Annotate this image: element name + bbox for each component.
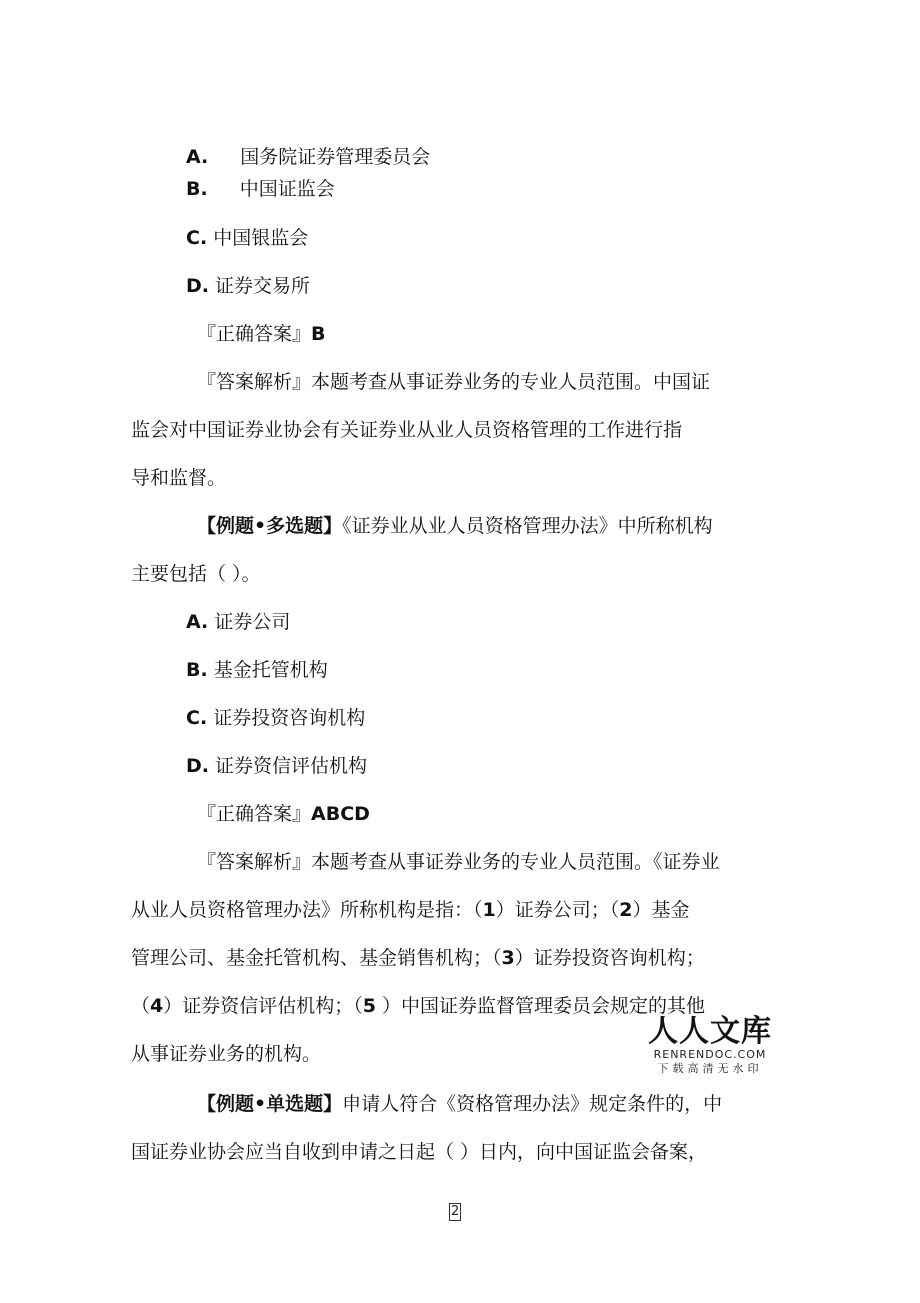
- q1-option-c: [186, 225, 308, 251]
- q1-option-a: [186, 144, 430, 170]
- analysis-text: ）中国证券监督管理委员会规定的其他: [376, 995, 706, 1017]
- analysis-text: 管理公司、基金托管机构、基金销售机构；（: [131, 947, 502, 969]
- option-label: B.: [186, 178, 208, 200]
- option-label: D.: [186, 755, 209, 777]
- q2-stem-line2: 主要包括（ ）。: [131, 563, 261, 585]
- q1-analysis-line3: 导和监督。: [131, 467, 227, 489]
- q1-analysis-line2: 监会对中国证券业协会有关证券业从业人员资格管理的工作进行指: [131, 419, 683, 441]
- option-text: 基金托管机构: [213, 659, 328, 681]
- q2-analysis-line2: [131, 897, 690, 923]
- watermark-subtitle: 下载高清无水印: [657, 1062, 763, 1075]
- analysis-text: ）基金: [632, 899, 690, 921]
- option-label: C.: [186, 227, 208, 249]
- q2-option-a: [186, 609, 290, 635]
- analysis-text: （: [131, 995, 151, 1017]
- option-text: 国务院证券管理委员会: [240, 146, 431, 168]
- analysis-text: ）证券公司；（: [495, 899, 620, 921]
- q1-option-d: [186, 273, 310, 299]
- q1-option-b: [186, 176, 335, 202]
- q2-option-b: [186, 657, 328, 683]
- option-label: B.: [186, 659, 208, 681]
- question-tag: 【例题•多选题】: [197, 515, 343, 537]
- item-number: 3: [501, 947, 515, 969]
- analysis-text: ）证券资信评估机构；（: [163, 995, 363, 1017]
- option-label: D.: [186, 275, 209, 297]
- q2-option-c: [186, 705, 365, 731]
- page-number: 2: [451, 1204, 460, 1219]
- analysis-text: 从业人员资格管理办法》所称机构是指：（: [131, 899, 483, 921]
- item-number: 4: [150, 995, 164, 1017]
- answer-value: B: [311, 323, 326, 345]
- option-text: 中国证监会: [239, 178, 335, 200]
- answer-prefix: 『正确答案』: [197, 803, 312, 825]
- stem-text: 《证券业从业人员资格管理办法》中所称机构: [342, 515, 713, 537]
- option-text: 证券投资咨询机构: [213, 707, 366, 729]
- q2-correct-answer: [197, 801, 370, 827]
- answer-prefix: 『正确答案』: [197, 323, 312, 345]
- answer-value: ABCD: [311, 803, 370, 825]
- q3-stem-line2: 国证券业协会应当自收到申请之日起（ ）日内，向中国证监会备案，: [131, 1141, 708, 1163]
- option-label: A.: [186, 146, 209, 168]
- q2-stem: [197, 513, 713, 539]
- option-text: 证券公司: [214, 611, 291, 633]
- q2-option-d: [186, 753, 367, 779]
- question-tag: 【例题•单选题】: [197, 1093, 343, 1115]
- option-text: 证券资信评估机构: [215, 755, 368, 777]
- item-number: 1: [482, 899, 496, 921]
- q2-analysis-line3: [131, 945, 705, 971]
- q2-analysis-line1: 『答案解析』本题考查从事证券业务的专业人员范围。《证券业: [197, 851, 720, 873]
- option-label: A.: [186, 611, 209, 633]
- item-number: 5: [362, 995, 376, 1017]
- q2-analysis-line5: 从事证券业务的机构。: [131, 1043, 322, 1065]
- analysis-text: ）证券投资咨询机构；: [514, 947, 705, 969]
- q1-analysis-line1: 『答案解析』本题考查从事证券业务的专业人员范围。中国证: [197, 371, 711, 393]
- q1-correct-answer: [197, 321, 326, 347]
- option-text: 中国银监会: [213, 227, 309, 249]
- watermark-url: RENRENDOC.COM: [653, 1048, 767, 1061]
- watermark-logo: [647, 1016, 773, 1076]
- option-text: 证券交易所: [215, 275, 311, 297]
- stem-text: 申请人符合《资格管理办法》规定条件的，中: [342, 1093, 723, 1115]
- item-number: 2: [619, 899, 633, 921]
- q2-analysis-line4: [131, 993, 705, 1019]
- watermark-title: 人人文库: [648, 1014, 772, 1049]
- option-label: C.: [186, 707, 208, 729]
- q3-stem: [197, 1091, 722, 1117]
